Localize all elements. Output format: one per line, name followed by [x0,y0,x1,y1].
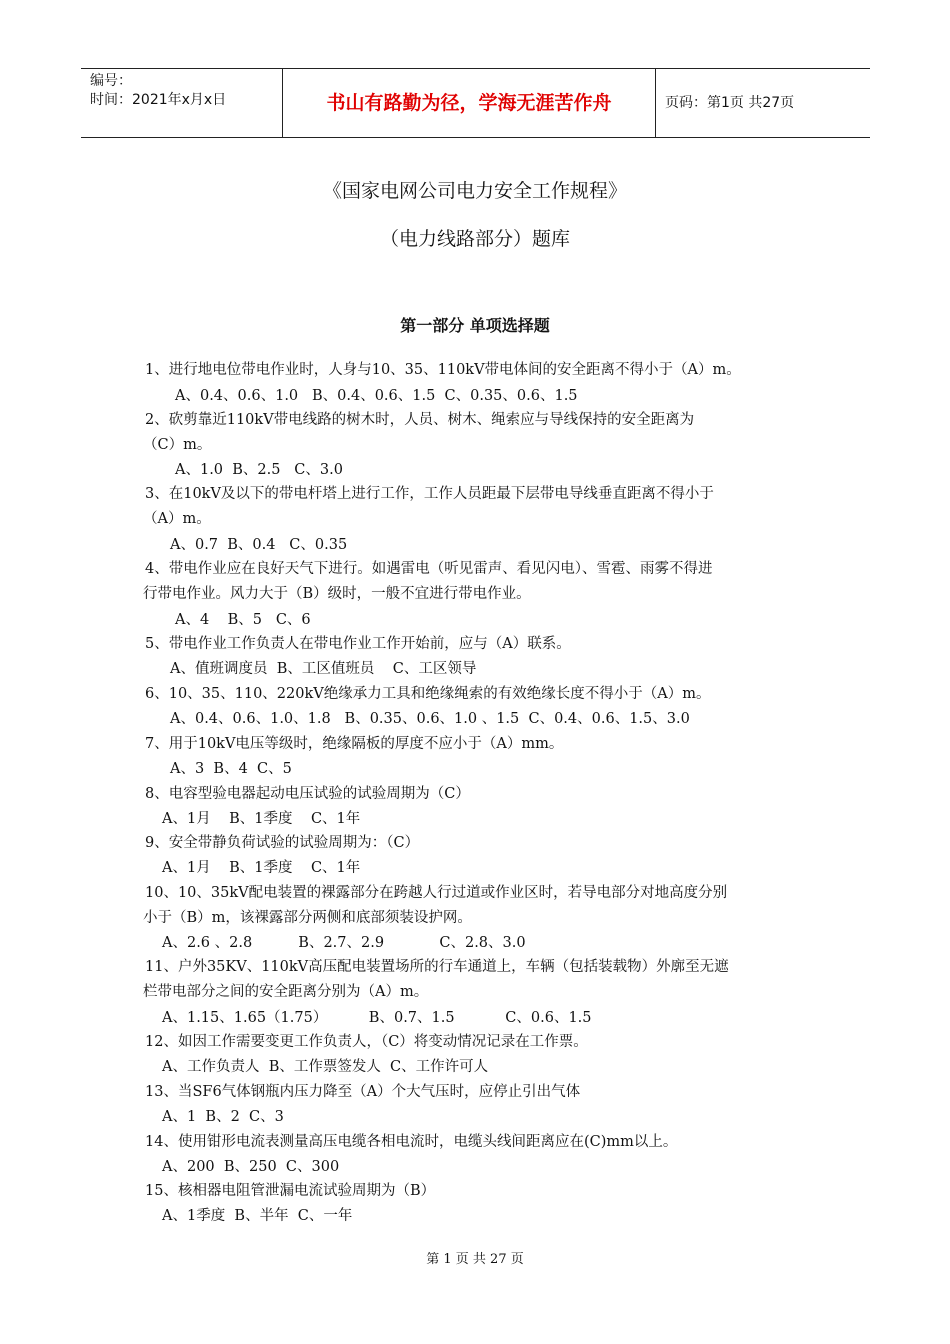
question-13: 13、当SF6气体钢瓶内压力降至（A）个大气压时，应停止引出气体 [145,1084,581,1100]
question-14: 14、使用钳形电流表测量高压电缆各相电流时，电缆头线间距离应在(C)mm以上。 [145,1134,678,1150]
question-2-options: A、1.0 B、2.5 C、3.0 [175,462,343,478]
header-divider [655,69,656,137]
question-4: 4、带电作业应在良好天气下进行。如遇雷电（听见雷声、看见闪电）、雪雹、雨雾不得进 行带电作业。风力大于（B）级时，一般不宜进行带电作业。 [143,561,713,602]
question-15: 15、核相器电阻管泄漏电流试验周期为（B） [145,1183,436,1199]
header-time: 时间：2021年x月x日 [90,92,227,108]
header-motto: 书山有路勤为径，学海无涯苦作舟 [326,92,612,114]
question-9: 9、安全带静负荷试验的试验周期为：（C） [145,835,420,851]
question-3: 3、在10kV及以下的带电杆塔上进行工作，工作人员距最下层带电导线垂直距离不得小于 （A）m。 [143,486,714,527]
header-page-info: 页码：第1页 共27页 [665,95,795,111]
question-10: 10、10、35kV配电装置的裸露部分在跨越人行过道或作业区时，若导电部分对地高度分别 小于（B）m，该裸露部分两侧和底部须装设护网。 [143,885,728,926]
question-5: 5、带电作业工作负责人在带电作业工作开始前，应与（A）联系。 [145,636,571,652]
question-5-options: A、值班调度员 B、工区值班员 C、工区领导 [170,661,477,677]
question-8-options: A、1月 B、1季度 C、1年 [162,811,361,827]
header-meta [90,72,226,110]
question-14-options: A、200 B、250 C、300 [162,1159,340,1175]
question-10-options: A、2.6 、2.8 B、2.7、2.9 C、2.8、3.0 [162,935,526,951]
question-13-options: A、1 B、2 C、3 [162,1109,284,1125]
page-footer: 第 1 页 共 27 页 [426,1252,524,1267]
header-number: 编号： [90,73,132,89]
question-6: 6、10、35、110、220kV绝缘承力工具和绝缘绳索的有效绝缘长度不得小于（A）m。 [145,686,711,702]
question-15-options: A、1季度 B、半年 C、一年 [162,1208,353,1224]
doc-subtitle: （电力线路部分）题库 [379,228,570,250]
question-8: 8、电容型验电器起动电压试验的试验周期为（C） [145,786,470,802]
question-2: 2、砍剪靠近110kV带电线路的树木时，人员、树木、绳索应与导线保持的安全距离为 （C）m。 [143,412,695,453]
question-6-options: A、0.4、0.6、1.0、1.8 B、0.35、0.6、1.0 、1.5 C、0.4、0.6、1.5、3.0 [170,711,690,727]
page-header [81,68,870,138]
question-9-options: A、1月 B、1季度 C、1年 [162,860,361,876]
question-1-options: A、0.4、0.6、1.0 B、0.4、0.6、1.5 C、0.35、0.6、1.5 [175,388,578,404]
section-heading: 第一部分 单项选择题 [400,316,550,335]
question-1: 1、进行地电位带电作业时，人身与10、35、110kV带电体间的安全距离不得小于（A）m。 [145,362,741,378]
question-4-options: A、4 B、5 C、6 [175,612,311,628]
question-12: 12、如因工作需要变更工作负责人，（C）将变动情况记录在工作票。 [145,1034,588,1050]
question-11: 11、户外35KV、110kV高压配电装置场所的行车通道上，车辆（包括装载物）外廓至无遮 栏带电部分之间的安全距离分别为（A）m。 [143,959,729,1000]
question-7: 7、用于10kV电压等级时，绝缘隔板的厚度不应小于（A）mm。 [145,736,564,752]
question-11-options: A、1.15、1.65（1.75） B、0.7、1.5 C、0.6、1.5 [162,1010,592,1026]
doc-title: 《国家电网公司电力安全工作规程》 [322,180,627,202]
question-7-options: A、3 B、4 C、5 [170,761,292,777]
question-3-options: A、0.7 B、0.4 C、0.35 [170,537,348,553]
question-12-options: A、工作负责人 B、工作票签发人 C、工作许可人 [162,1059,489,1075]
